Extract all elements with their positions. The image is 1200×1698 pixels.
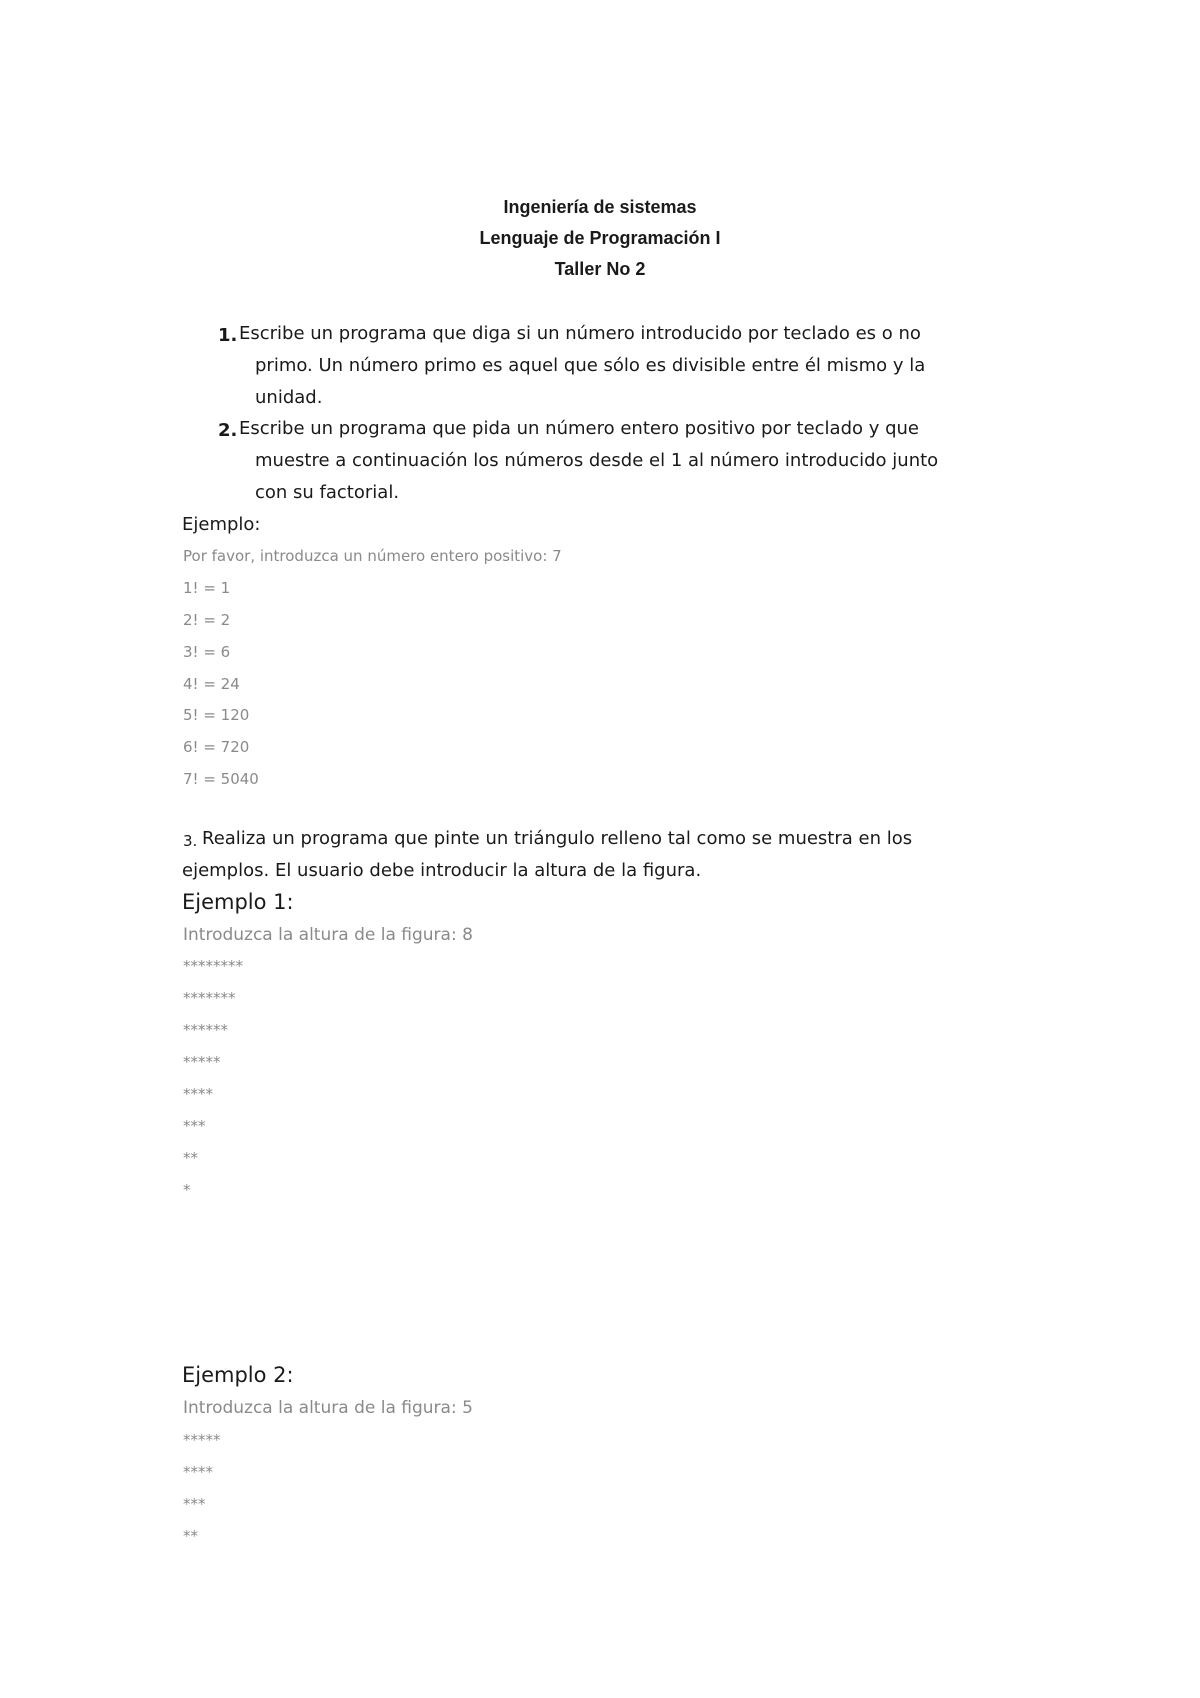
console-prompt: Por favor, introduzca un número entero positivo: 7: [183, 547, 562, 565]
console-output-line: 6! = 720: [183, 738, 250, 756]
header-line-2: Lenguaje de Programación I: [479, 228, 721, 248]
console-prompt: Introduzca la altura de la figura: 5: [183, 1398, 473, 1418]
exercise-1-line: primo. Un número primo es aquel que sólo es divisible entre él mismo y la: [255, 355, 926, 376]
console-output-line: ****: [183, 1463, 213, 1481]
console-output-line: ********: [183, 957, 243, 975]
console-output-line: ***: [183, 1495, 206, 1513]
console-output-line: ***: [183, 1117, 206, 1135]
console-output-line: 4! = 24: [183, 675, 240, 693]
example-2-label: Ejemplo 2:: [182, 1363, 294, 1387]
console-output-line: 5! = 120: [183, 706, 250, 724]
console-output-line: *****: [183, 1431, 221, 1449]
header-line-1: Ingeniería de sistemas: [503, 197, 697, 217]
console-output-line: 3! = 6: [183, 643, 231, 661]
console-output-line: 7! = 5040: [183, 770, 259, 788]
console-output-line: ****: [183, 1085, 213, 1103]
console-output-line: *: [183, 1181, 191, 1199]
example-1-label: Ejemplo 1:: [182, 890, 294, 914]
exercise-2-number: 2.: [218, 420, 238, 441]
console-prompt: Introduzca la altura de la figura: 8: [183, 925, 473, 945]
exercise-3-number: 3.: [183, 832, 198, 850]
console-output-line: *****: [183, 1053, 221, 1071]
console-output-line: *******: [183, 989, 236, 1007]
exercise-2-line: Escribe un programa que pida un número entero positivo por teclado y que: [239, 418, 920, 439]
console-output-line: **: [183, 1527, 198, 1545]
console-output-line: 2! = 2: [183, 611, 231, 629]
console-output-line: **: [183, 1149, 198, 1167]
exercise-3-line: Realiza un programa que pinte un triángulo relleno tal como se muestra en los: [202, 828, 913, 849]
exercise-2-line: con su factorial.: [255, 482, 400, 503]
header-line-3: Taller No 2: [554, 259, 646, 279]
exercise-3-line: ejemplos. El usuario debe introducir la altura de la figura.: [182, 860, 702, 881]
console-output-line: 1! = 1: [183, 579, 231, 597]
exercise-2-line: muestre a continuación los números desde el 1 al número introducido junto: [255, 450, 939, 471]
exercise-1-line: Escribe un programa que diga si un número introducido por teclado es o no: [239, 323, 921, 344]
exercise-1-number: 1.: [218, 325, 238, 346]
exercise-1-line: unidad.: [255, 387, 323, 408]
console-output-line: ******: [183, 1021, 228, 1039]
example-label: Ejemplo:: [182, 514, 261, 535]
